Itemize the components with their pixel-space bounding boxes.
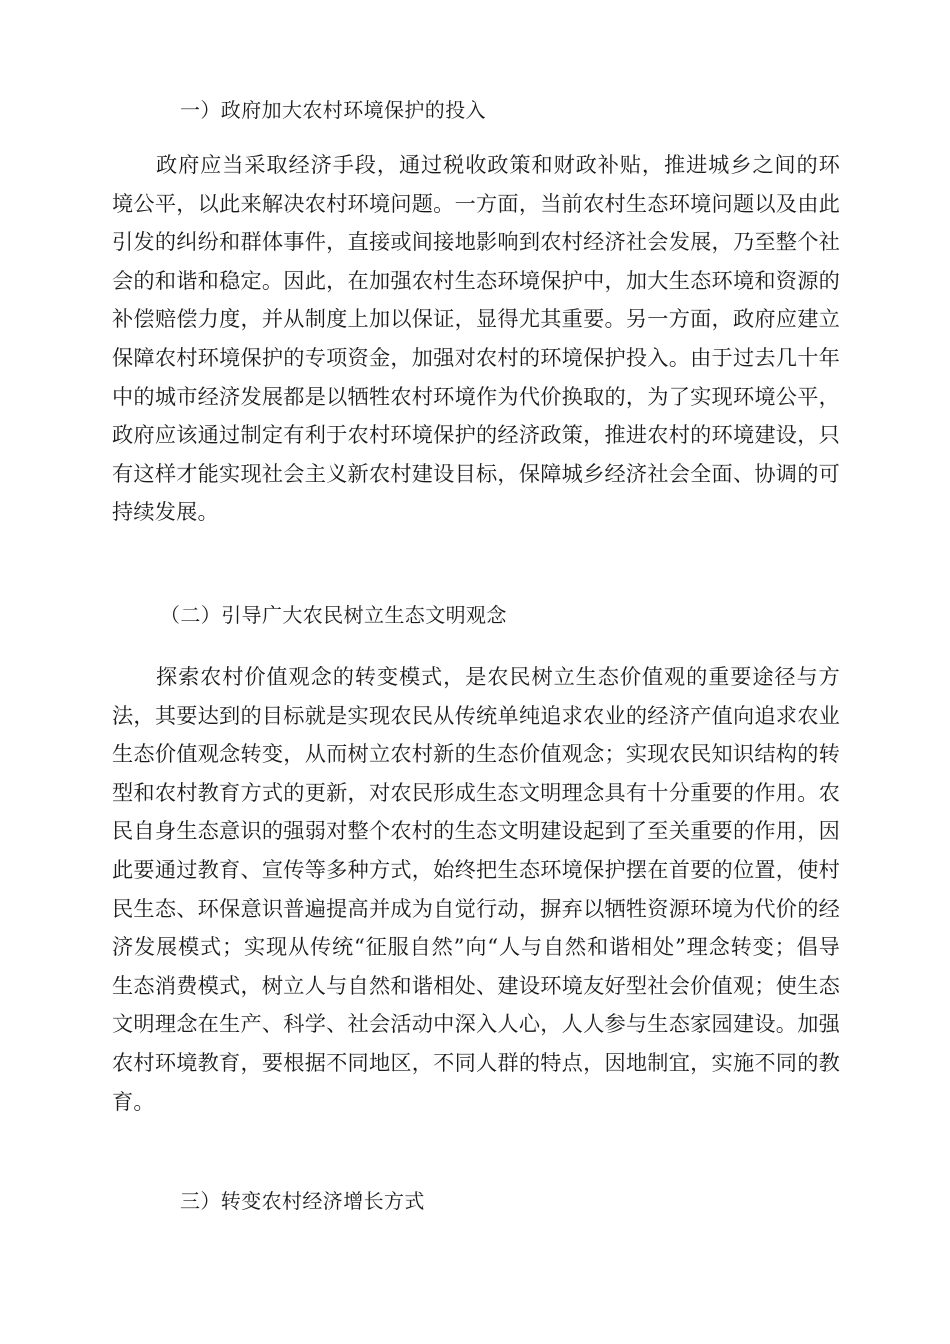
section-heading-3: 三）转变农村经济增长方式 bbox=[180, 1189, 425, 1213]
section-heading-1: 一）政府加大农村环境保护的投入 bbox=[180, 98, 486, 122]
section-paragraph-1: 政府应当采取经济手段，通过税收政策和财政补贴，推进城乡之间的环境公平，以此来解决农村环境问题。一方面，当前农村生态环境问题以及由此引发的纠纷和群体事件，直接或间接地影响到农村经济社会发展，乃至整个社会的和谐和稳定。因此，在加强农村生态环境保护中，加大生态环境和资源的补偿赔偿力度，并从制度上加以保证，显得尤其重要。另一方面，政府应建立保障农村环境保护的专项资金，加强对农村的环境保护投入。由于过去几十年中的城市经济发展都是以牺牲农村环境作为代价换取的，为了实现环境公平，政府应该通过制定有利于农村环境保护的经济政策，推进农村的环境建设，只有这样才能实现社会主义新农村建设目标，保障城乡经济社会全面、协调的可持续发展。 bbox=[112, 152, 840, 525]
section-heading-2: （二）引导广大农民树立生态文明观念 bbox=[160, 603, 507, 627]
section-paragraph-2: 探索农村价值观念的转变模式，是农民树立生态价值观的重要途径与方法，其要达到的目标就是实现农民从传统单纯追求农业的经济产值向追求农业生态价值观念转变，从而树立农村新的生态价值观念；实现农民知识结构的转型和农村教育方式的更新，对农民形成生态文明理念具有十分重要的作用。农民自身生态意识的强弱对整个农村的生态文明建设起到了至关重要的作用，因此要通过教育、宣传等多种方式，始终把生态环境保护摆在首要的位置，使村民生态、环保意识普遍提高并成为自觉行动，摒弃以牺牲资源环境为代价的经济发展模式；实现从传统“征服自然”向“人与自然和谐相处”理念转变；倡导生态消费模式，树立人与自然和谐相处、建设环境友好型社会价值观；使生态文明理念在生产、科学、社会活动中深入人心，人人参与生态家园建设。加强农村环境教育，要根据不同地区，不同人群的特点，因地制宜，实施不同的教育。 bbox=[112, 664, 840, 1114]
